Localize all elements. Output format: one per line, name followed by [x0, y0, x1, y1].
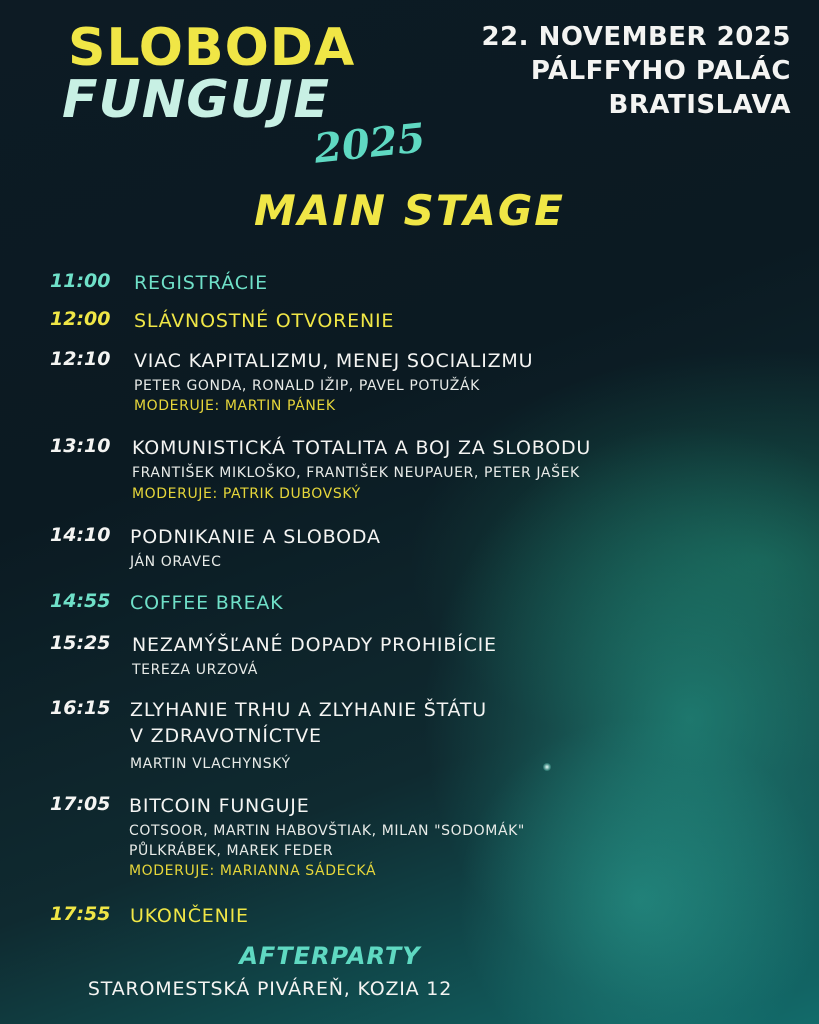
- event-venue: PÁLFFYHO PALÁC: [530, 56, 791, 86]
- event-info: [481, 20, 791, 122]
- schedule-title: UKONČENIE: [130, 905, 249, 927]
- schedule-time: 12:00: [50, 308, 111, 330]
- schedule-title: NEZAMÝŠĽANÉ DOPADY PROHIBÍCIE: [132, 634, 497, 656]
- event-city: BRATISLAVA: [608, 90, 791, 120]
- schedule-time: 17:05: [50, 793, 111, 815]
- schedule-time: 11:00: [50, 270, 111, 292]
- schedule-title: SLÁVNOSTNÉ OTVORENIE: [134, 310, 395, 332]
- schedule-moderator: MODERUJE: MARIANNA SÁDECKÁ: [129, 863, 377, 879]
- schedule-moderator: MODERUJE: MARTIN PÁNEK: [134, 398, 336, 414]
- schedule-time: 14:10: [50, 524, 111, 546]
- afterparty-title: AFTERPARTY: [239, 942, 421, 970]
- schedule-time: 13:10: [50, 435, 111, 457]
- schedule-speakers-line-2: PŮLKRÁBEK, MAREK FEDER: [129, 843, 334, 859]
- logo-year: 2025: [311, 114, 428, 173]
- schedule-speakers: PETER GONDA, RONALD IŽIP, PAVEL POTUŽÁK: [134, 378, 480, 394]
- schedule-title: REGISTRÁCIE: [134, 272, 268, 294]
- schedule-title-line-2: V ZDRAVOTNÍCTVE: [130, 725, 322, 747]
- event-date: 22. NOVEMBER 2025: [481, 22, 791, 52]
- stage-title: MAIN STAGE: [253, 186, 565, 235]
- logo-line-sloboda: SLOBODA: [68, 18, 356, 78]
- schedule-time: 17:55: [50, 903, 111, 925]
- schedule-moderator: MODERUJE: PATRIK DUBOVSKÝ: [132, 486, 361, 502]
- schedule-title: PODNIKANIE A SLOBODA: [130, 526, 381, 548]
- schedule-title: COFFEE BREAK: [130, 592, 284, 614]
- light-flare: [543, 763, 551, 771]
- afterparty-place: STAROMESTSKÁ PIVÁREŇ, KOZIA 12: [87, 978, 453, 1000]
- schedule-speakers: FRANTIŠEK MIKLOŠKO, FRANTIŠEK NEUPAUER, PETER JAŠEK: [132, 465, 580, 481]
- schedule-speakers-line-1: COTSOOR, MARTIN HABOVŠTIAK, MILAN "SODOMÁK": [129, 823, 525, 839]
- schedule-time: 14:55: [50, 590, 111, 612]
- schedule-title: VIAC KAPITALIZMU, MENEJ SOCIALIZMU: [134, 350, 534, 372]
- schedule-title: KOMUNISTICKÁ TOTALITA A BOJ ZA SLOBODU: [132, 437, 592, 459]
- schedule-speakers: MARTIN VLACHYNSKÝ: [130, 756, 291, 772]
- schedule-time: 12:10: [50, 348, 111, 370]
- schedule-speakers: TEREZA URZOVÁ: [132, 662, 258, 678]
- logo-line-funguje: FUNGUJE: [62, 70, 331, 130]
- event-logo: [62, 18, 428, 173]
- schedule-title-line-1: ZLYHANIE TRHU A ZLYHANIE ŠTÁTU: [130, 699, 487, 721]
- schedule-speakers: JÁN ORAVEC: [130, 554, 222, 570]
- schedule-time: 15:25: [50, 632, 111, 654]
- schedule-time: 16:15: [50, 697, 111, 719]
- schedule-title: BITCOIN FUNGUJE: [129, 795, 310, 817]
